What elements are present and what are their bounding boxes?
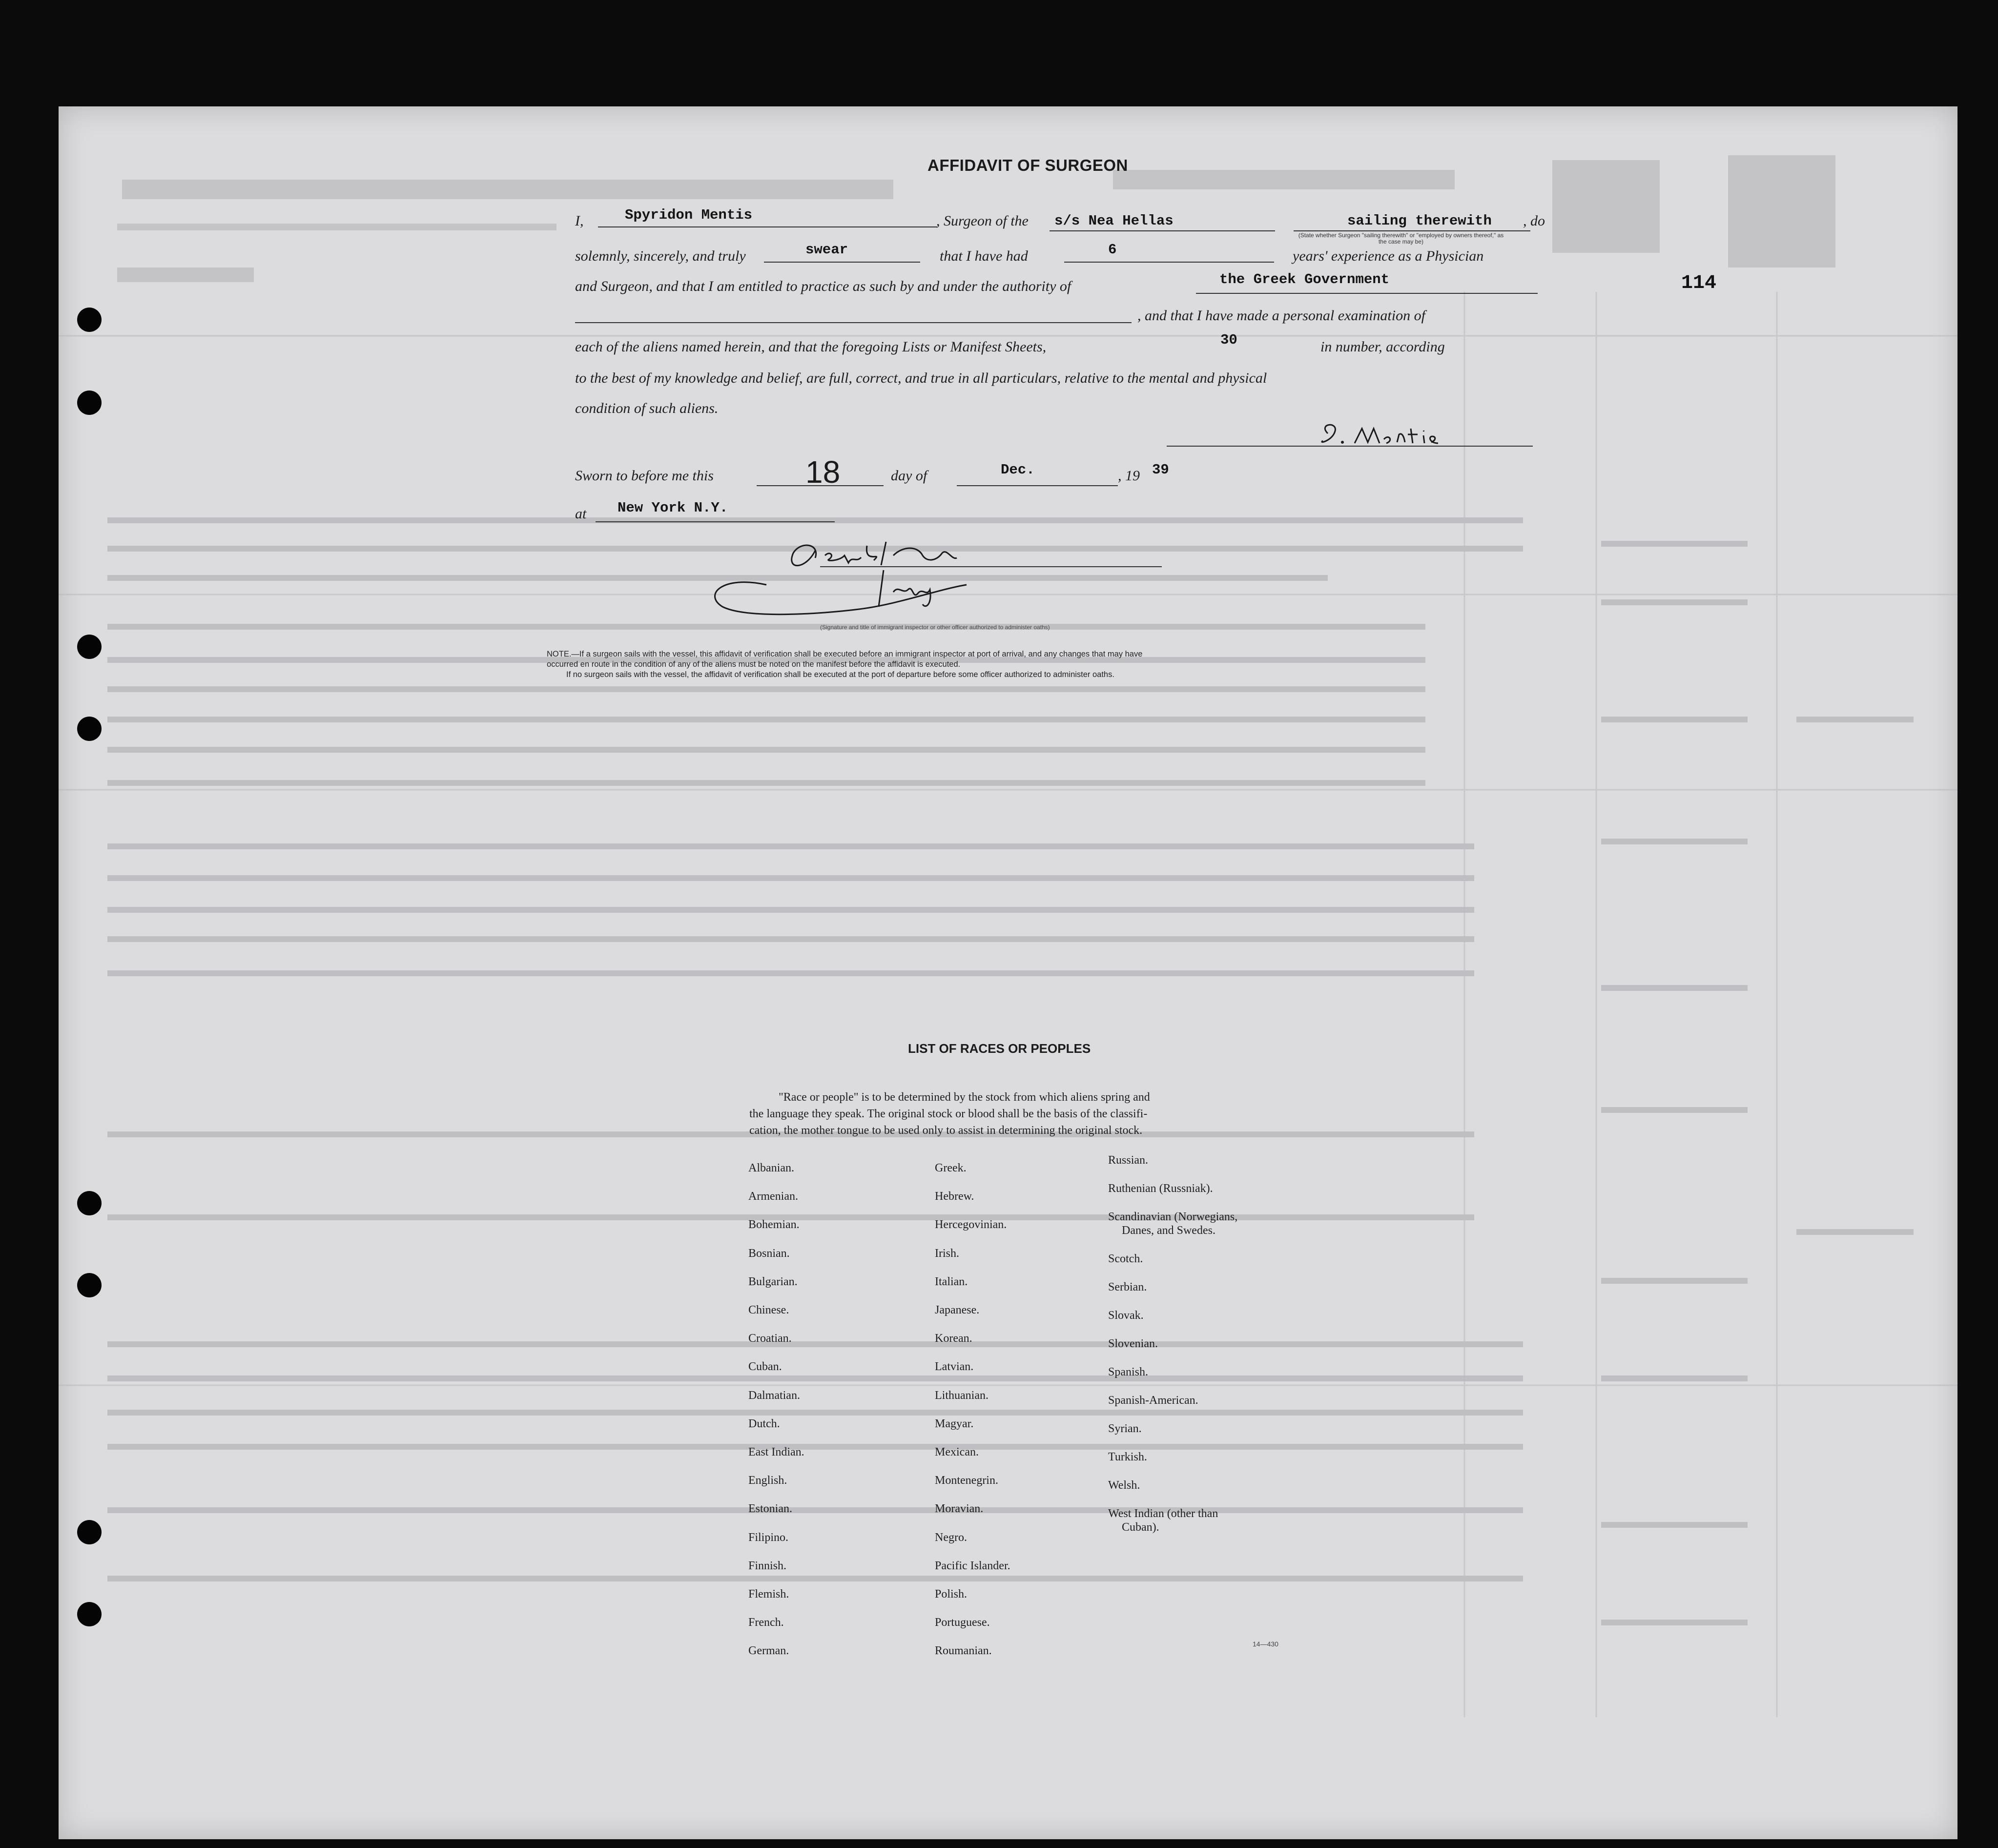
race-item: French.: [748, 1616, 784, 1629]
oath-line: [764, 262, 920, 263]
race-item: Korean.: [935, 1332, 972, 1345]
race-item: Dutch.: [748, 1417, 780, 1430]
binder-hole: [77, 1602, 102, 1626]
inspector-signature: [693, 536, 1064, 624]
races-column-2: [935, 1154, 1010, 1665]
years-experience: 6: [1108, 242, 1117, 258]
binder-hole: [77, 1191, 102, 1215]
race-item: Russian.: [1108, 1154, 1149, 1167]
form-number: 14—430: [1253, 1640, 1278, 1648]
race-item: Chinese.: [748, 1304, 789, 1317]
race-item: Spanish-American.: [1108, 1394, 1198, 1407]
vessel-line: [1050, 230, 1275, 231]
race-item: Negro.: [935, 1531, 967, 1544]
races-intro-1: "Race or people" is to be determined by the stock from which aliens spring and: [779, 1091, 1150, 1104]
race-item: Ruthenian (Russniak).: [1108, 1182, 1213, 1195]
affidavit-and-made: , and that I have made a personal examination of: [1137, 308, 1425, 324]
sailing-caption: (State whether Surgeon "sailing therewith" or "employed by owners thereof," as the case may be): [1298, 232, 1504, 245]
affidavit-best-knowledge: to the best of my knowledge and belief, are full, correct, and true in all particulars, relative to the mental and physical: [575, 370, 1267, 386]
race-item: German.: [748, 1644, 789, 1658]
sworn-place-line: [596, 521, 835, 522]
affidavit-heading: AFFIDAVIT OF SURGEON: [927, 156, 1128, 174]
race-item: Dalmatian.: [748, 1389, 800, 1402]
authority-line-2: [575, 322, 1132, 323]
races-intro-3: cation, the mother tongue to be used only to assist in determining the original stock.: [749, 1124, 1143, 1137]
affidavit-condition: condition of such aliens.: [575, 400, 719, 416]
page-number: 114: [1681, 272, 1717, 294]
race-item: Bohemian.: [748, 1218, 800, 1232]
sworn-at: at: [575, 506, 587, 522]
race-item: Pacific Islander.: [935, 1559, 1010, 1572]
surgeon-signature: [1308, 419, 1513, 453]
race-item: Scotch.: [1108, 1253, 1143, 1265]
race-item: Bosnian.: [748, 1247, 790, 1260]
affidavit-in-number: in number, according: [1320, 339, 1445, 355]
race-item: English.: [748, 1474, 787, 1487]
race-item: Spanish.: [1108, 1366, 1149, 1378]
binder-hole: [77, 635, 102, 659]
authority-line: [1196, 293, 1538, 294]
races-intro-2: the language they speak. The original stock or blood shall be the basis of the classifi-: [749, 1108, 1148, 1120]
race-item: Slovenian.: [1108, 1337, 1158, 1350]
sailing-status: sailing therewith: [1347, 213, 1492, 229]
race-item: Scandinavian (Norwegians,: [1108, 1211, 1238, 1223]
race-item: Welsh.: [1108, 1479, 1140, 1492]
race-item: Italian.: [935, 1275, 968, 1288]
sailing-line: [1294, 230, 1530, 231]
race-item: Hercegovinian.: [935, 1218, 1007, 1232]
race-item: East Indian.: [748, 1446, 804, 1459]
race-item: Magyar.: [935, 1417, 974, 1430]
affidavit-that-had: that I have had: [940, 248, 1028, 264]
race-item: Latvian.: [935, 1360, 974, 1374]
race-item: Japanese.: [935, 1304, 980, 1317]
years-line: [1064, 262, 1274, 263]
affidavit-i: I,: [575, 213, 584, 229]
note-line-1: NOTE.—If a surgeon sails with the vessel, this affidavit of verification shall be executed before an immigrant inspector at port of arrival, and any changes that may have: [547, 650, 1143, 658]
race-item: Cuban.: [748, 1360, 782, 1374]
race-item: Irish.: [935, 1247, 959, 1260]
document-sheet: [59, 106, 1957, 1839]
race-item: Moravian.: [935, 1502, 984, 1516]
affidavit-years-exp: years' experience as a Physician: [1293, 248, 1484, 264]
affidavit-and-surgeon: and Surgeon, and that I am entitled to practice as such by and under the authority of: [575, 278, 1071, 294]
race-item: Slovak.: [1108, 1309, 1144, 1322]
races-column-1: [748, 1154, 804, 1665]
sworn-month-line: [957, 485, 1118, 486]
affidavit-do: , do: [1523, 213, 1545, 229]
race-item: Serbian.: [1108, 1281, 1147, 1294]
sworn-day-of: day of: [891, 468, 927, 484]
binder-hole: [77, 717, 102, 741]
race-item: Bulgarian.: [748, 1275, 798, 1288]
sworn-day: 18: [805, 454, 841, 490]
officer-caption: (Signature and title of immigrant inspector or other officer authorized to administer oaths): [820, 624, 1050, 631]
sworn-month: Dec.: [1001, 462, 1035, 478]
race-item: Polish.: [935, 1588, 968, 1601]
race-item: Armenian.: [748, 1190, 798, 1203]
binder-hole: [77, 1273, 102, 1297]
race-item: Mexican.: [935, 1446, 979, 1459]
affidavit-surgeon-of: , Surgeon of the: [936, 213, 1029, 229]
race-item-continued: Cuban).: [1122, 1521, 1159, 1534]
sworn-day-line: [757, 485, 884, 486]
race-item: Croatian.: [748, 1332, 792, 1345]
race-item: Finnish.: [748, 1559, 787, 1572]
race-item: Syrian.: [1108, 1422, 1142, 1435]
race-item: Montenegrin.: [935, 1474, 998, 1487]
races-column-3: [1108, 1154, 1237, 1535]
manifest-sheet-count: 30: [1220, 332, 1237, 348]
race-item: Greek.: [935, 1162, 967, 1174]
race-item: West Indian (other than: [1108, 1507, 1218, 1520]
binder-hole: [77, 1520, 102, 1544]
sworn-place: New York N.Y.: [618, 500, 728, 516]
race-item: Portuguese.: [935, 1616, 990, 1629]
note-line-2: occurred en route in the condition of any of the aliens must be noted on the manifest before the affidavit is executed.: [547, 660, 961, 669]
sworn-label: Sworn to before me this: [575, 468, 714, 484]
sworn-comma-19: , 19: [1118, 468, 1140, 484]
surgeon-name: Spyridon Mentis: [625, 207, 753, 223]
vessel-name: s/s Nea Hellas: [1054, 213, 1174, 229]
race-item: Roumanian.: [935, 1644, 992, 1658]
binder-hole: [77, 390, 102, 415]
races-heading: LIST OF RACES OR PEOPLES: [908, 1041, 1091, 1056]
race-item-continued: Danes, and Swedes.: [1122, 1224, 1215, 1237]
licensing-authority: the Greek Government: [1219, 271, 1390, 287]
surgeon-name-line: [598, 226, 937, 227]
sworn-year: 39: [1152, 462, 1169, 478]
note-line-3: If no surgeon sails with the vessel, the affidavit of verification shall be executed at the port of departure before some officer authorized to administer oaths.: [566, 670, 1114, 679]
oath-word: swear: [805, 242, 848, 258]
race-item: Lithuanian.: [935, 1389, 989, 1402]
binder-hole: [77, 308, 102, 332]
surgeon-signature-line: [1167, 446, 1533, 447]
race-item: Hebrew.: [935, 1190, 974, 1203]
race-item: Flemish.: [748, 1588, 789, 1601]
race-item: Filipino.: [748, 1531, 789, 1544]
affidavit-solemnly: solemnly, sincerely, and truly: [575, 248, 746, 264]
affidavit-each-aliens: each of the aliens named herein, and that the foregoing Lists or Manifest Sheets,: [575, 339, 1047, 355]
inspector-signature-line: [820, 566, 1162, 567]
race-item: Turkish.: [1108, 1451, 1147, 1463]
race-item: Albanian.: [748, 1162, 794, 1174]
race-item: Estonian.: [748, 1502, 792, 1516]
